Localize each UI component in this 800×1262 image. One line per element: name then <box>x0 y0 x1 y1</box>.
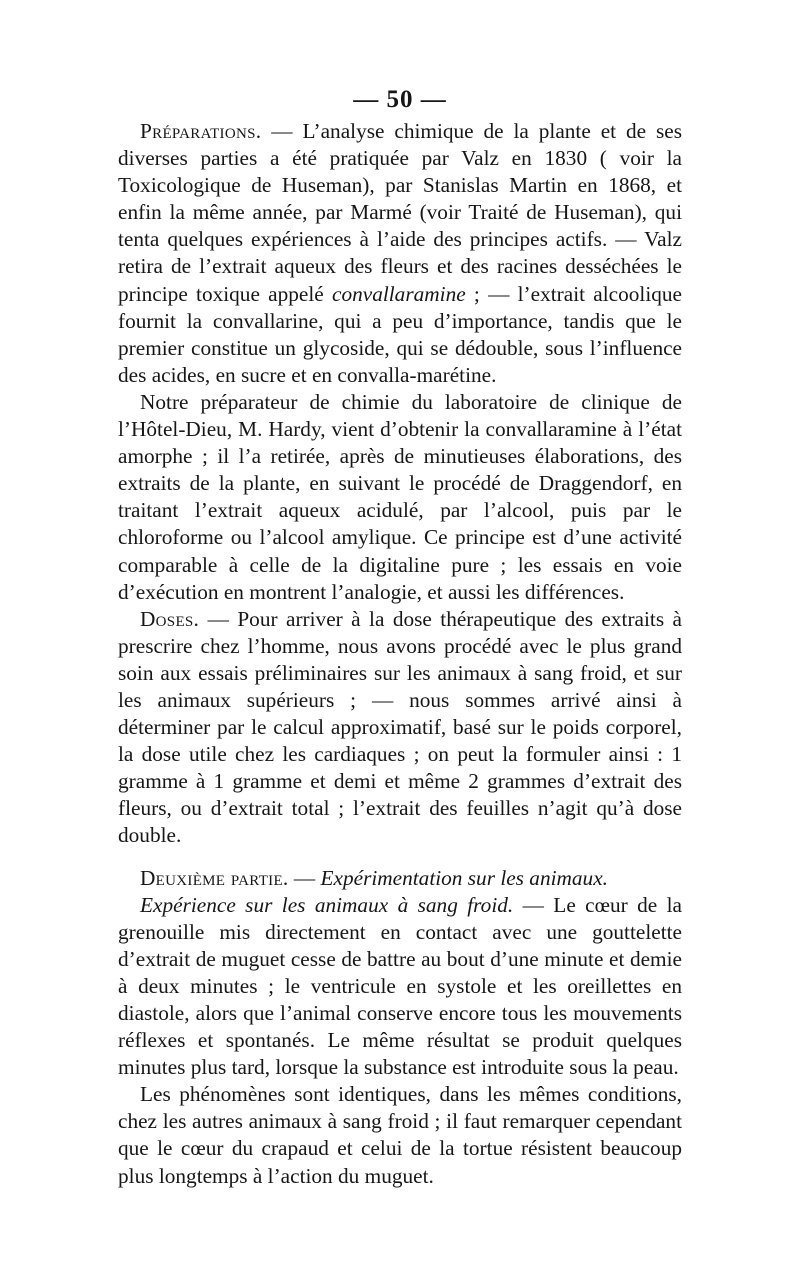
text-run: — Le cœur de la grenouille mis directement en contact avec une gouttelette d’extrait de muguet cesse de battre au bout d’une minute et demie à deux minutes ; le ventricule en systole et les oreillettes en diastole, alors que l’animal conserve encore tous les mouvements réflexes et spontanés. Le même résultat se produit quelques minutes plus tard, lorsque la substance est introduite sous la peau. <box>118 892 682 1080</box>
page-number: — 50 — <box>353 86 447 113</box>
paragraph <box>118 606 682 850</box>
paragraph <box>118 118 682 389</box>
paragraph <box>118 865 682 892</box>
text-run: — <box>288 865 321 890</box>
text-run: — Pour arriver à la dose thérapeutique des extraits à prescrire chez l’homme, nous avons procédé avec le plus grand soin aux essais préliminaires sur les animaux à sang froid, et sur les animaux supérieurs ; — nous sommes arrivé ainsi à déterminer par le calcul approximatif, basé sur le poids corporel, la dose utile chez les cardiaques ; on peut la formuler ainsi : 1 gramme à 1 gramme et demi et même 2 grammes d’extrait des fleurs, ou d’extrait total ; l’extrait des feuilles n’agit qu’à dose double. <box>118 606 682 848</box>
body-text <box>118 118 682 1190</box>
paragraph <box>118 389 682 606</box>
italic-text: Expérimentation sur les animaux. <box>320 865 608 890</box>
text-run: Les phénomènes sont identiques, dans les mêmes conditions, chez les autres animaux à sang froid ; il faut remarquer cependant que le cœur du crapaud et celui de la tortue résistent beaucoup plus longtemps à l’action du muguet. <box>118 1082 682 1188</box>
paragraph <box>118 1081 682 1189</box>
text-run: — L’analyse chimique de la plante et de ses diverses parties a été pratiquée par Valz en 1830 ( voir la Toxicologique de Huseman), par Stanislas Martin en 1868, et enfin la même année, par Marmé (voir Traité de Huseman), qui tenta quelques expériences à l’aide des principes actifs. — Valz retira de l’extrait aqueux des fleurs et des racines desséchées le principe toxique appelé <box>118 119 682 306</box>
paragraph-heading: Deuxième partie. <box>140 865 289 890</box>
italic-text: Expérience sur les animaux à sang froid. <box>140 892 514 917</box>
paragraph <box>118 892 682 1082</box>
text-run: Notre préparateur de chimie du laboratoire de clinique de l’Hôtel-Dieu, M. Hardy, vient d’obtenir la convallaramine à l’état amorphe ; il l’a retirée, après de minutieuses élaborations, des extraits de la plante, en suivant le procédé de Draggendorf, en traitant l’extrait aqueux acidulé, par l’alcool, puis par le chloroforme ou l’alcool amylique. Ce principe est d’une activité comparable à celle de la digitaline pure ; les essais en voie d’exécution en montrent l’analogie, et aussi les différences. <box>118 389 682 604</box>
italic-text: convallaramine <box>332 281 466 306</box>
paragraph-heading: Préparations. <box>140 119 262 143</box>
paragraph-heading: Doses. <box>140 606 200 631</box>
text-run: ; — l’extrait alcoolique fournit la convallarine, qui a peu d’importance, tandis que le premier constitue un glycoside, qui se dédouble, sous l’influence des acides, en sucre et en convalla-marétine. <box>118 281 683 387</box>
